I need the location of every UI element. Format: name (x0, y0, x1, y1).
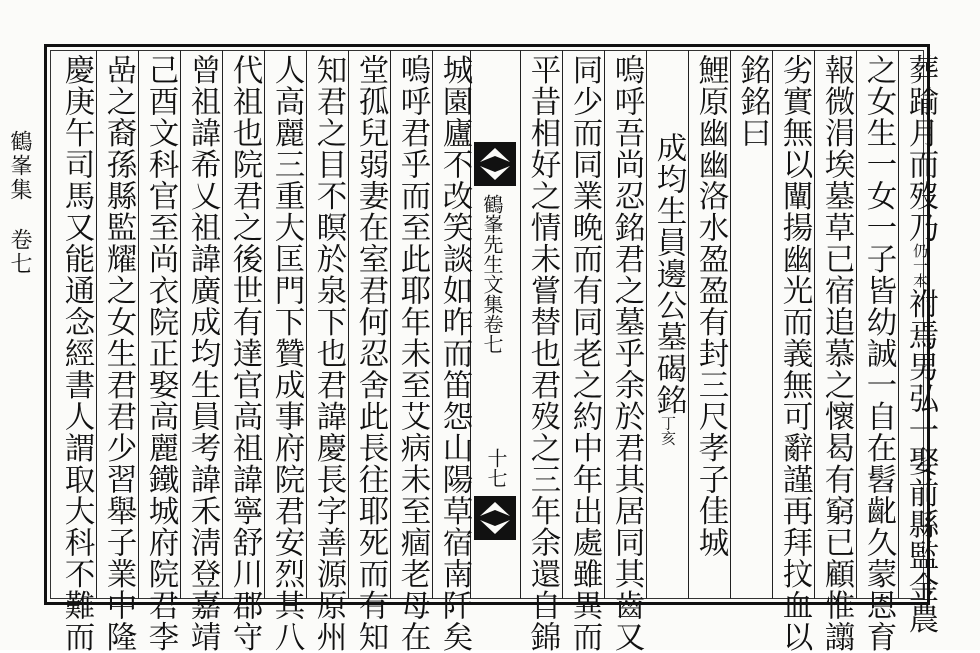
interlinear-note: 仍一本 (911, 243, 929, 288)
column-rule (432, 50, 433, 599)
text-column-2: 之女生一女一子皆幼誠一自在髫齔久蒙恩育 (861, 54, 896, 653)
text-column-5: 銘銘曰 (735, 54, 770, 149)
column-rule (306, 50, 307, 599)
text-column-14: 知君之目不瞑於泉下也君諱慶長字善源原州 (311, 54, 346, 653)
column-rule (646, 50, 647, 599)
text-column-10: 平昔相好之情未嘗替也君歿之三年余還自錦 (525, 54, 560, 653)
column-rule (856, 50, 857, 599)
fish-tail-ornament-icon (474, 496, 516, 540)
text-column-16: 代祖也院君之後世有達官高祖諱寧舒川郡守 (227, 54, 262, 653)
column-rule (814, 50, 815, 599)
column-rule (604, 50, 605, 599)
page-number: 十七 (484, 448, 508, 488)
interlinear-note: 丁亥 (659, 415, 677, 446)
fish-tail-ornament-icon (474, 142, 516, 186)
text-column-9: 同少而同業晩而有同老之約中年出處雖異而 (567, 54, 602, 653)
column-rule (138, 50, 139, 599)
column-rule (898, 50, 899, 599)
text-column-15: 人高麗三重大匡門下贊成事府院君安烈其八 (269, 54, 304, 653)
running-title (4, 130, 35, 276)
column-rule (772, 50, 773, 599)
center-fold (470, 50, 520, 599)
text-column-1: 葬踰月而歿乃仍一本祔焉男弘一娶前縣監金農 (903, 54, 938, 635)
book-title: 鶴峯集 (7, 130, 32, 202)
center-title: 鶴峯先生文集卷七 (480, 194, 504, 354)
column-rule (520, 50, 521, 599)
column-rule (562, 50, 563, 599)
column-rule (96, 50, 97, 599)
column-rule (264, 50, 265, 599)
column-rule (222, 50, 223, 599)
text-column-11: 城園廬不改笑談如昨而笛怨山陽草宿南阡矣 (437, 54, 472, 653)
column-rule (348, 50, 349, 599)
column-rule (730, 50, 731, 599)
text-column-6: 鯉原幽幽洛水盈盈有封三尺孝子佳城 (693, 54, 728, 558)
text-column-8: 嗚呼吾尚忍銘君之墓乎余於君其居同其齒又 (609, 54, 644, 653)
text-column-12: 嗚呼君乎而至此耶年未至艾病未至痼老母在 (395, 54, 430, 653)
column-rule (688, 50, 689, 599)
text-column-19: 嵒之裔孫縣監耀之女生君君少習舉子業中隆 (101, 54, 136, 653)
volume-label: 卷七 (7, 228, 32, 276)
text-column-7: 成均生員邊公墓碣銘丁亥 (651, 132, 686, 446)
column-rule (180, 50, 181, 599)
text-column-3: 報微涓埃墓草已宿追慕之懷曷有窮已顧惟譾 (819, 54, 854, 653)
column-rule (390, 50, 391, 599)
text-column-4: 劣實無以闡揚幽光而義無可辭謹再拜抆血以 (777, 54, 812, 653)
text-column-17: 曾祖諱希乂祖諱廣成均生員考諱禾淸登嘉靖 (185, 54, 220, 653)
text-column-13: 堂孤兒弱妻在室君何忍舍此長往耶死而有知 (353, 54, 388, 653)
text-column-20: 慶庚午司馬又能通念經書人謂取大科不難而 (59, 54, 94, 653)
text-column-18: 己酉文科官至尚衣院正娶高麗鐵城府院君李 (143, 54, 178, 653)
